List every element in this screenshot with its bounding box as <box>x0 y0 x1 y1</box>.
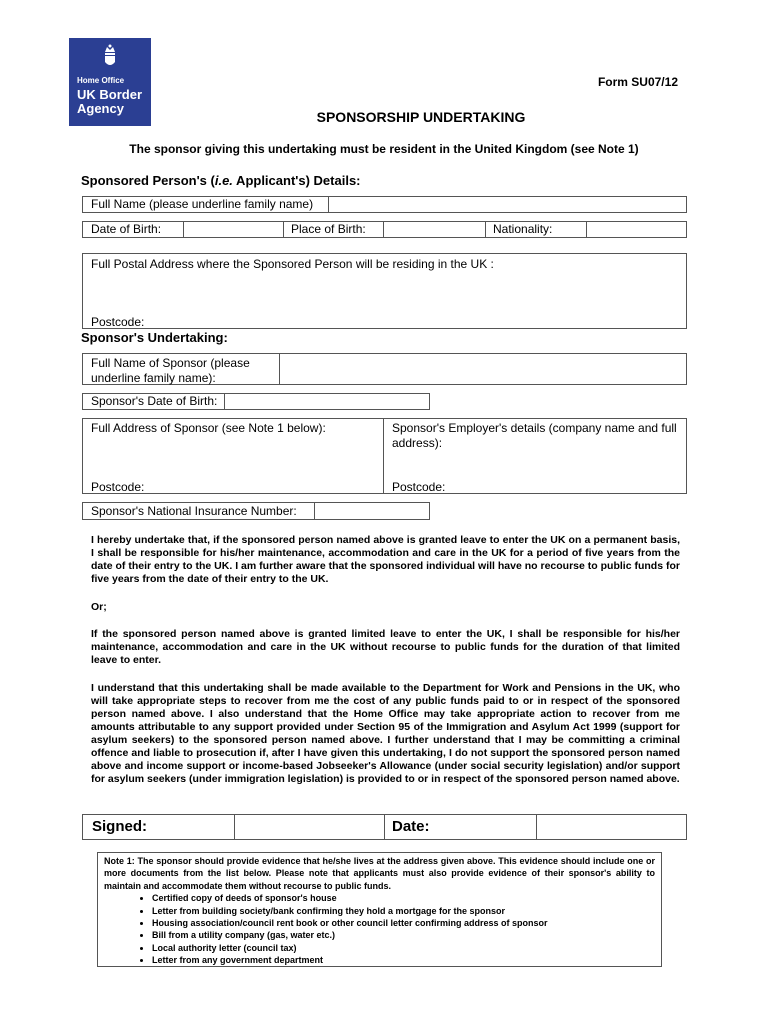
note-text: Note 1: The sponsor should provide evidence that he/she lives at the address given above. This evidence should include one or more documents from the list below. Please note that applicants must also provide evidence of their sponsor's ability to maintain and accommodate them without recourse to public funds. <box>104 856 655 891</box>
list-item: • Bill from a utility company (gas, water etc.) <box>152 929 655 941</box>
signature-input[interactable] <box>235 815 384 839</box>
sponsored-birth-nationality-row <box>82 221 687 238</box>
sponsored-address-label: Full Postal Address where the Sponsored Person will be residing in the UK : <box>91 257 494 271</box>
sponsored-address-field[interactable] <box>82 253 687 329</box>
sponsored-dob-label: Date of Birth: <box>91 222 162 236</box>
logo-line-2: Agency <box>77 101 124 116</box>
sponsor-dob-label: Sponsor's Date of Birth: <box>91 394 218 408</box>
evidence-list <box>104 892 655 966</box>
date-input[interactable] <box>537 815 686 839</box>
sponsor-dob-input[interactable] <box>225 394 429 409</box>
list-item: • Certified copy of deeds of sponsor's house <box>152 892 655 904</box>
undertaking-paragraph-1: I hereby undertake that, if the sponsored person named above is granted leave to enter the UK on a permanent basis, I shall be responsible for his/her maintenance, accommodation and care in the UK for a period of five years from the date of their entry to the UK. I am further aware that the sponsored individual will have no recourse to public funds for five years from the date of their entry to the UK. <box>91 534 680 585</box>
sponsor-address-employer-row <box>82 418 687 494</box>
undertaking-or: Or; <box>91 601 107 613</box>
sponsor-employer-postcode-label: Postcode: <box>392 480 446 494</box>
sponsored-full-name-label: Full Name (please underline family name) <box>91 197 314 211</box>
sponsor-ni-row <box>82 502 430 520</box>
page-subtitle: The sponsor giving this undertaking must be resident in the United Kingdom (see Note 1) <box>129 142 639 156</box>
sponsor-address-field[interactable] <box>83 419 383 493</box>
sponsor-dob-row <box>82 393 430 410</box>
sponsored-person-heading: Sponsored Person's (i.e. Applicant's) Details: <box>81 173 361 188</box>
list-item: • Local authority letter (council tax) <box>152 942 655 954</box>
form-number: Form SU07/12 <box>597 75 678 89</box>
list-item: • Housing association/council rent book or other council letter confirming address of sponsor <box>152 917 655 929</box>
sponsor-ni-input[interactable] <box>315 503 429 519</box>
page-title: SPONSORSHIP UNDERTAKING <box>316 109 526 125</box>
list-item: • Letter from building society/bank confirming they hold a mortgage for the sponsor <box>152 905 655 917</box>
sponsor-full-name-label: Full Name of Sponsor (please underline family name): <box>91 356 250 385</box>
logo-line-1: UK Border <box>77 87 143 102</box>
undertaking-paragraph-3: I understand that this undertaking shall be made available to the Department for Work and Pensions in the UK, who will take appropriate steps to recover from me the cost of any public funds paid to or in respect of the sponsored person named above. I also understand that the Home Office may take appropriate action to recover from me amounts attributable to any support provided under Section 95 of the Immigration and Asylum Act 1999 (support for asylum seekers) to the sponsored person named above. I further understand that I may be committing a criminal offence and liable to prosecution if, after I have given this undertaking, I do not support the sponsored person named above and income support or income-based Jobseeker's Allowance (under social security legislation) and/or support for asylum seekers (under immigration legislation) is provided to or in respect of the sponsored person named above. <box>91 682 680 785</box>
note-1-box <box>97 852 662 967</box>
sponsored-pob-input[interactable] <box>384 222 485 237</box>
sponsored-nationality-label: Nationality: <box>493 222 553 236</box>
sponsored-dob-input[interactable] <box>184 222 283 237</box>
sponsor-undertaking-heading: Sponsor's Undertaking: <box>81 330 228 345</box>
sponsored-nationality-input[interactable] <box>587 222 686 237</box>
list-item: • Letter from any government department <box>152 954 655 966</box>
signed-label: Signed: <box>92 818 147 835</box>
royal-crest-icon <box>101 44 119 70</box>
sponsor-employer-label: Sponsor's Employer's details (company name and full address): <box>392 421 677 450</box>
sponsor-postcode-label: Postcode: <box>91 480 145 494</box>
sponsor-full-name-row <box>82 353 687 385</box>
logo-home-office: Home Office <box>77 76 125 85</box>
sponsor-ni-label: Sponsor's National Insurance Number: <box>91 504 297 518</box>
sponsor-address-label: Full Address of Sponsor (see Note 1 below): <box>91 421 326 435</box>
date-label: Date: <box>392 818 430 835</box>
undertaking-paragraph-2: If the sponsored person named above is granted limited leave to enter the UK, I shall be responsible for his/her maintenance, accommodation and care in the UK without recourse to public funds for the duration of that limited leave to enter. <box>91 628 680 666</box>
sponsored-full-name-field[interactable] <box>82 196 687 213</box>
signature-row <box>82 814 687 840</box>
sponsored-pob-label: Place of Birth: <box>291 222 366 236</box>
sponsored-postcode-label: Postcode: <box>91 315 145 329</box>
sponsor-full-name-input[interactable] <box>280 354 686 384</box>
sponsor-employer-field[interactable] <box>384 419 686 493</box>
